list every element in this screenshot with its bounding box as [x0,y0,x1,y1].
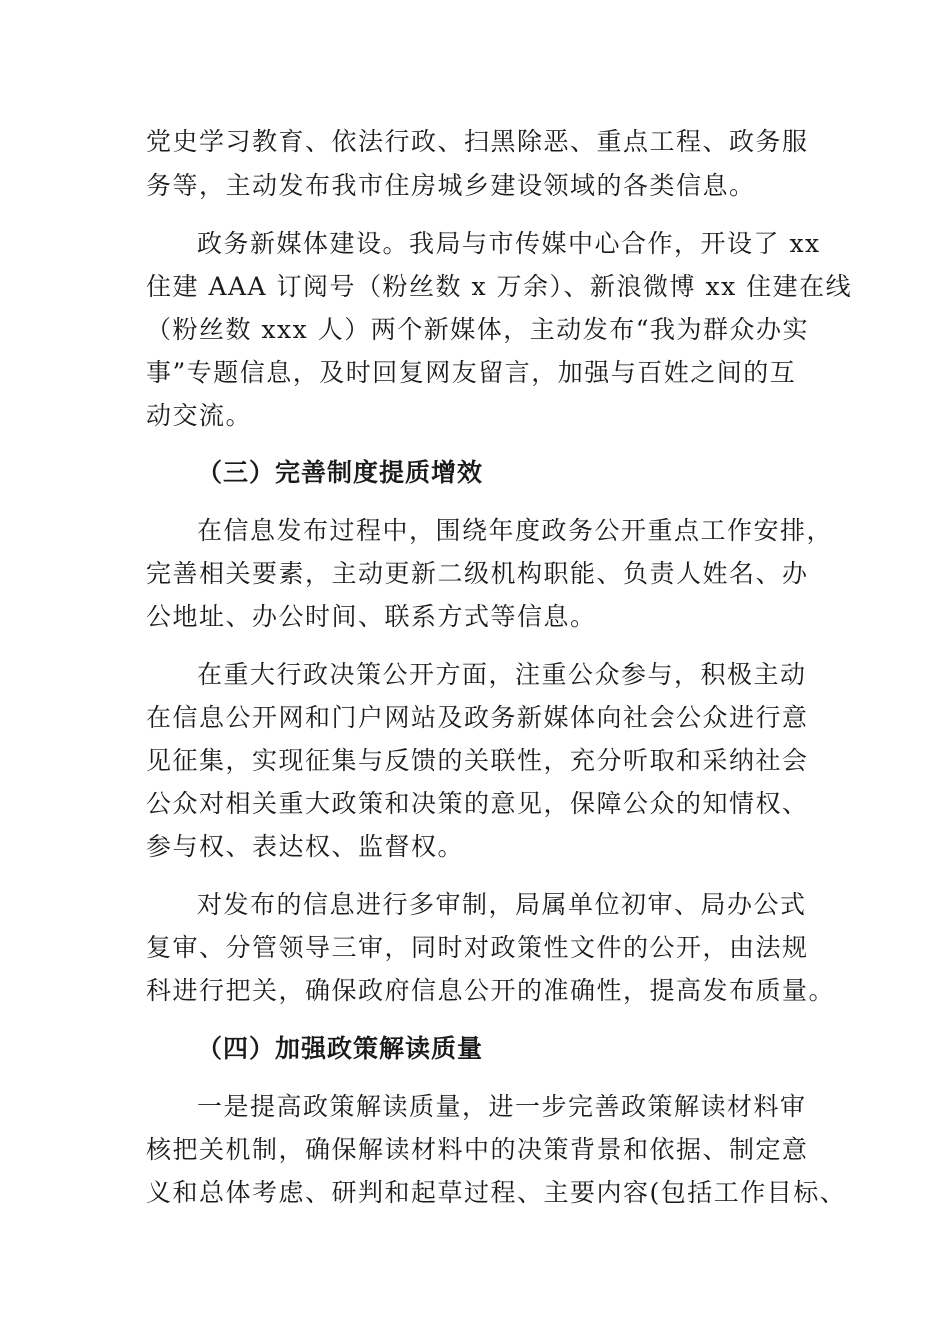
paragraph-line: 核把关机制，确保解读材料中的决策背景和依据、制定意 [146,1135,809,1164]
section-heading: （四）加强政策解读质量 [197,1034,484,1063]
paragraph-line: 务等，主动发布我市住房城乡建设领域的各类信息。 [146,171,756,200]
paragraph-line: 复审、分管领导三审，同时对政策性文件的公开，由法规 [146,933,809,962]
paragraph-line: 在重大行政决策公开方面，注重公众参与，积极主动 [197,660,807,689]
paragraph-line: 动交流。 [146,401,253,430]
paragraph-line: 在信息发布过程中，围绕年度政务公开重点工作安排， [197,516,834,545]
paragraph-line: 科进行把关，确保政府信息公开的准确性，提高发布质量。 [146,976,836,1005]
paragraph-line: 公地址、办公时间、联系方式等信息。 [146,602,597,631]
paragraph-line: 公众对相关重大政策和决策的意见，保障公众的知情权、 [146,789,809,818]
paragraph-line: 义和总体考虑、研判和起草过程、主要内容(包括工作目标、 [146,1178,847,1207]
paragraph-line: 见征集，实现征集与反馈的关联性，充分听取和采纳社会 [146,746,809,775]
paragraph-line: 事”专题信息，及时回复网友留言，加强与百姓之间的互 [146,358,797,387]
section-heading: （三）完善制度提质增效 [197,458,484,487]
paragraph-line: 完善相关要素，主动更新二级机构职能、负责人姓名、办 [146,559,809,588]
paragraph-line: 住建 AAA 订阅号（粉丝数 x 万余）、新浪微博 xx 住建在线 [146,272,853,301]
paragraph-line: （粉丝数 xxx 人）两个新媒体，主动发布“我为群众办实 [146,315,809,344]
paragraph-line: 一是提高政策解读质量，进一步完善政策解读材料审 [197,1092,807,1121]
paragraph-line: 党史学习教育、依法行政、扫黑除恶、重点工程、政务服 [146,127,809,156]
paragraph-line: 对发布的信息进行多审制，局属单位初审、局办公式 [197,890,807,919]
paragraph-line: 政务新媒体建设。我局与市传媒中心合作，开设了 xx [197,229,821,258]
paragraph-line: 参与权、表达权、监督权。 [146,832,465,861]
paragraph-line: 在信息公开网和门户网站及政务新媒体向社会公众进行意 [146,703,809,732]
